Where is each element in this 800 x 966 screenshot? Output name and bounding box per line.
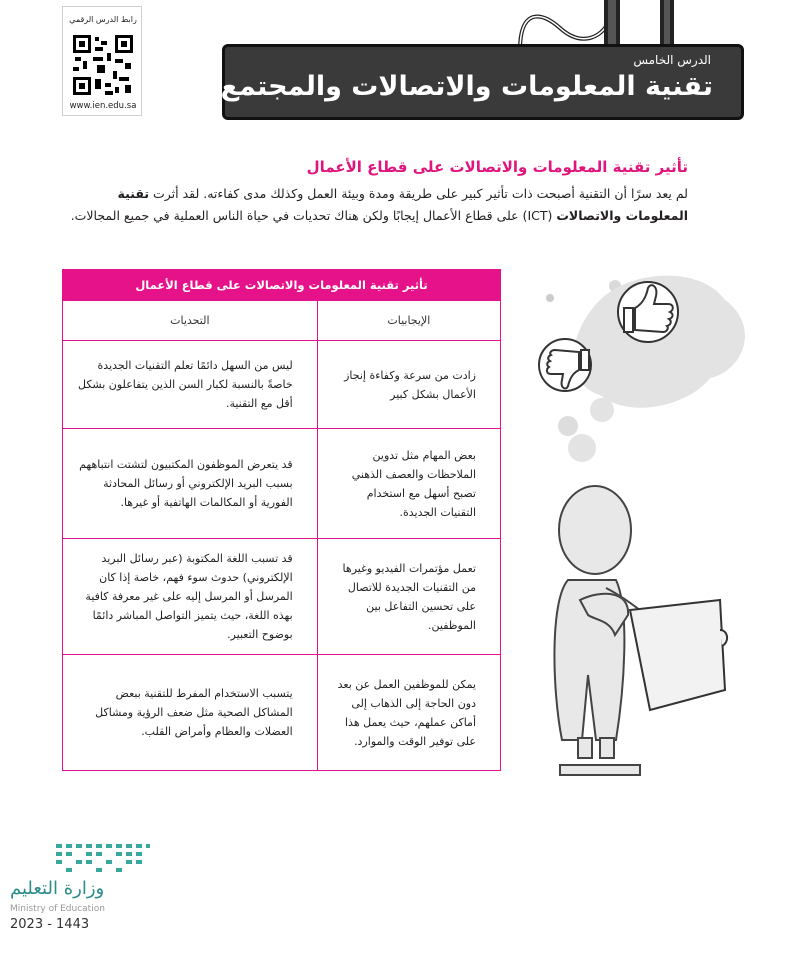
challenge-cell: قد تسبب اللغة المكتوبة (عبر رسائل البريد الإلكتروني) حدوث سوء فهم، خاصة إذا كان المرسل أو المرسل إليه على غير معرفة كافية بهذه اللغة، حيث يتميز التواصل المباشر دائمًا بوضوح التعبير. bbox=[63, 539, 318, 655]
table-row bbox=[63, 655, 501, 771]
page-year: 2023 - 1443 bbox=[10, 917, 90, 932]
intro-text-1: لم يعد سرًا أن التقنية أصبحت ذات تأثير كبير على طريقة ومدة وبيئة العمل وكذلك مدى كفاءته. لقد أثرت bbox=[149, 186, 688, 201]
lesson-title: تقنية المعلومات والاتصالات والمجتمع bbox=[220, 71, 713, 102]
column-header-challenges: التحديات bbox=[63, 301, 318, 341]
positive-cell: زادت من سرعة وكفاءة إنجاز الأعمال بشكل كبير bbox=[317, 341, 500, 429]
thumbs-up-icon bbox=[618, 282, 678, 342]
ministry-logo-icon bbox=[10, 840, 150, 880]
positive-cell: تعمل مؤتمرات الفيديو وغيرها من التقنيات الجديدة للاتصال على تحسين التفاعل بين الموظفين. bbox=[317, 539, 500, 655]
table-row bbox=[63, 429, 501, 539]
positive-cell: يمكن للموظفين العمل عن بعد دون الحاجة إلى الذهاب إلى أماكن عملهم، حيث يعمل هذا على توفير الوقت والموارد. bbox=[317, 655, 500, 771]
qr-label: رابط الدرس الرقمي bbox=[69, 15, 137, 24]
thinking-person-illustration bbox=[520, 270, 780, 790]
table-caption: تأثير تقنية المعلومات والاتصالات على قطاع الأعمال bbox=[63, 270, 501, 301]
column-header-positive: الإيجابيات bbox=[317, 301, 500, 341]
challenge-cell: قد يتعرض الموظفون المكتبيون لتشتت انتباههم بسبب البريد الإلكتروني أو رسائل المحادثة الفورية أو المكالمات الهاتفية أو غيرها. bbox=[63, 429, 318, 539]
challenge-cell: يتسبب الاستخدام المفرط للتقنية ببعض المشاكل الصحية مثل ضعف الرؤية ومشاكل العضلات والعظام وأمراض القلب. bbox=[63, 655, 318, 771]
intro-paragraph bbox=[68, 183, 688, 227]
lesson-number: الدرس الخامس bbox=[633, 53, 711, 67]
ict-impact-table bbox=[62, 269, 501, 771]
positive-cell: بعض المهام مثل تدوين الملاحظات والعصف الذهني تصبح أسهل مع استخدام التقنيات الجديدة. bbox=[317, 429, 500, 539]
qr-code-icon bbox=[71, 33, 135, 97]
table-row bbox=[63, 539, 501, 655]
ministry-name-english: Ministry of Education bbox=[10, 904, 105, 914]
qr-url: www.ien.edu.sa bbox=[69, 101, 137, 111]
section-title: تأثير تقنية المعلومات والاتصالات على قطاع الأعمال bbox=[306, 158, 688, 176]
thumbs-down-icon bbox=[539, 339, 591, 391]
challenge-cell: ليس من السهل دائمًا تعلم التقنيات الجديدة خاصةً بالنسبة لكبار السن الذين يتفاعلون بشكل أقل مع التقنية. bbox=[63, 341, 318, 429]
intro-text-2: (ICT) على قطاع الأعمال إيجابًا ولكن هناك تحديات في حياة الناس العملية في جميع المجالات. bbox=[70, 208, 557, 223]
ministry-name-arabic: وزارة التعليم bbox=[10, 878, 105, 899]
table-row bbox=[63, 341, 501, 429]
qr-code-box[interactable] bbox=[62, 6, 142, 116]
lesson-header bbox=[222, 44, 744, 120]
tablet-device bbox=[630, 600, 727, 710]
intro-bold-term: تقنية المعلومات والاتصالات bbox=[117, 186, 688, 223]
cable-decoration bbox=[500, 0, 720, 50]
